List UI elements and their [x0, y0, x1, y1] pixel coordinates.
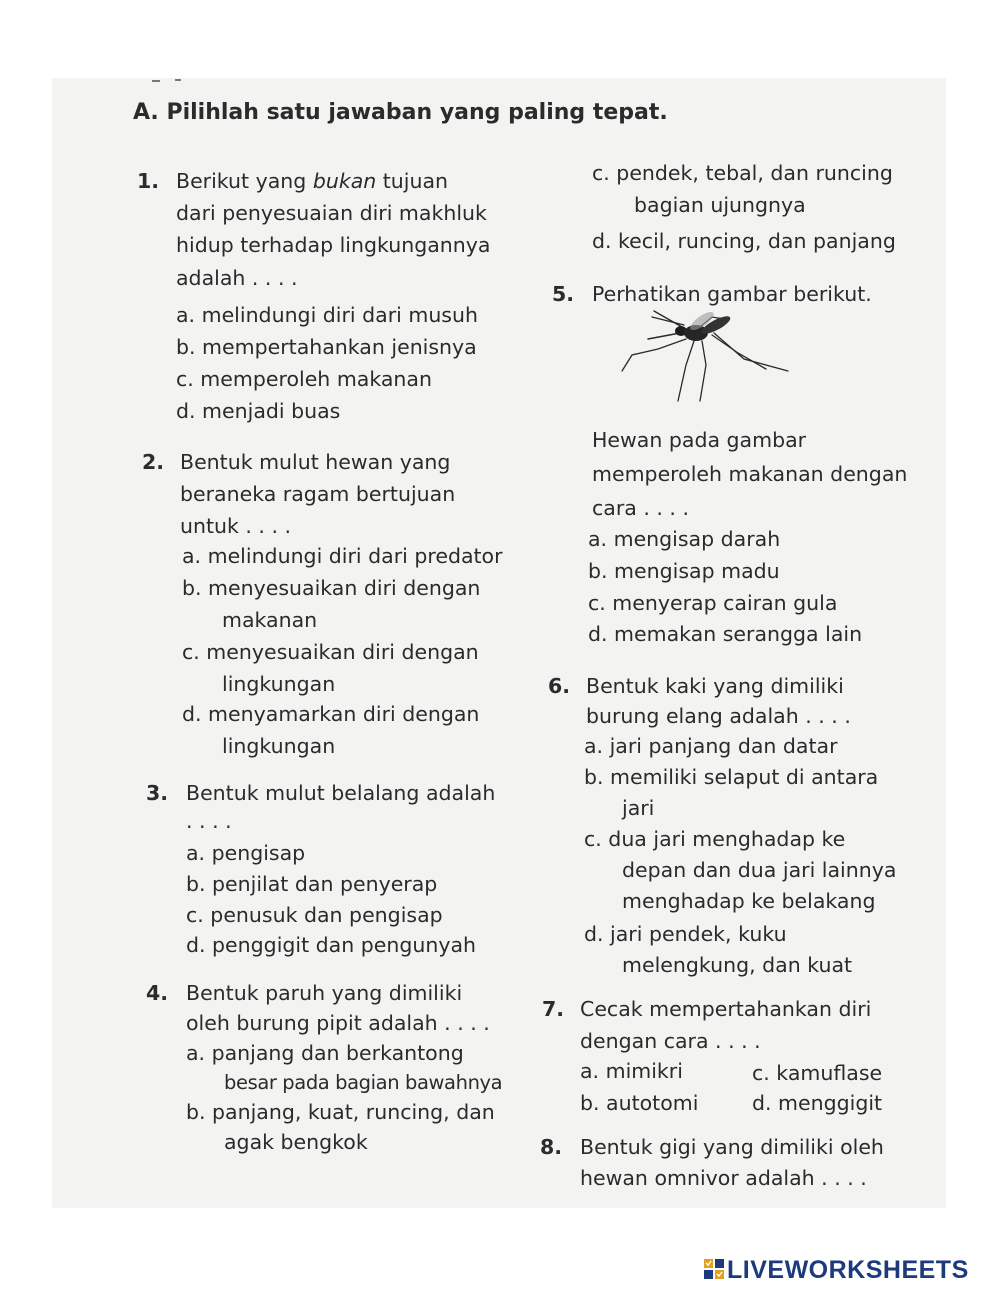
question-4-option-c: bagian ujungnya [634, 193, 806, 217]
question-7-number: 7. [542, 997, 565, 1021]
question-5-stem: Perhatikan gambar berikut. [592, 282, 872, 306]
question-2-number: 2. [142, 450, 165, 474]
question-3-number: 3. [146, 781, 169, 805]
question-2-stem: Bentuk mulut hewan yang [180, 450, 451, 474]
question-1-number: 1. [137, 169, 160, 193]
question-4-option-c[interactable]: c. pendek, tebal, dan runcing [592, 161, 893, 185]
question-4-option-a[interactable]: a. panjang dan berkantong [186, 1041, 464, 1065]
question-6-option-d[interactable]: d. jari pendek, kuku [584, 922, 787, 946]
scan-mark [152, 80, 160, 82]
question-4-stem: oleh burung pipit adalah . . . . [186, 1011, 490, 1035]
section-heading: A. Pilihlah satu jawaban yang paling tepat. [133, 100, 668, 125]
question-4-option-d[interactable]: d. kecil, runcing, dan panjang [592, 229, 896, 253]
question-6-number: 6. [548, 674, 571, 698]
question-1-stem: hidup terhadap lingkungannya [176, 233, 491, 257]
question-6-option-c[interactable]: c. dua jari menghadap ke [584, 827, 846, 851]
question-2-option-c: lingkungan [222, 672, 336, 696]
question-6-stem: Bentuk kaki yang dimiliki [586, 674, 844, 698]
question-2-option-a[interactable]: a. melindungi diri dari predator [182, 544, 503, 568]
question-6-option-a[interactable]: a. jari panjang dan datar [584, 734, 838, 758]
question-4-stem: Bentuk paruh yang dimiliki [186, 981, 463, 1005]
question-4-option-a: besar pada bagian bawahnya [224, 1071, 503, 1094]
question-2-option-b: makanan [222, 608, 318, 632]
question-5-option-b[interactable]: b. mengisap madu [588, 559, 780, 583]
question-2-stem: untuk . . . . [180, 514, 292, 538]
question-2-stem: beraneka ragam bertujuan [180, 482, 456, 506]
question-6-option-b[interactable]: b. memiliki selaput di antara [584, 765, 879, 789]
mosquito-image [588, 305, 798, 415]
question-1-stem: adalah . . . . [176, 266, 298, 290]
question-7-option-c[interactable]: c. kamuflase [752, 1061, 883, 1085]
question-2-option-d: lingkungan [222, 734, 336, 758]
logo-text: LIVEWORKSHEETS [727, 1256, 969, 1284]
question-6-stem: burung elang adalah . . . . [586, 704, 851, 728]
question-3-option-b[interactable]: b. penjilat dan penyerap [186, 872, 438, 896]
scan-mark [175, 79, 181, 81]
question-3-option-a[interactable]: a. pengisap [186, 841, 306, 865]
question-7-stem: Cecak mempertahankan diri [580, 997, 872, 1021]
question-5-number: 5. [552, 282, 575, 306]
question-5-option-a[interactable]: a. mengisap darah [588, 527, 781, 551]
question-6-option-c: depan dan dua jari lainnya [622, 858, 897, 882]
question-5-option-c[interactable]: c. menyerap cairan gula [588, 591, 838, 615]
question-8-stem: Bentuk gigi yang dimiliki oleh [580, 1135, 884, 1159]
question-3-stem: Bentuk mulut belalang adalah [186, 781, 496, 805]
question-2-option-b[interactable]: b. menyesuaikan diri dengan [182, 576, 481, 600]
question-2-option-d[interactable]: d. menyamarkan diri dengan [182, 702, 480, 726]
liveworksheets-logo[interactable] [703, 1255, 993, 1285]
question-5-stem: Hewan pada gambar [592, 428, 807, 452]
question-7-option-a[interactable]: a. mimikri [580, 1059, 683, 1083]
question-2-option-c[interactable]: c. menyesuaikan diri dengan [182, 640, 479, 664]
question-8-number: 8. [540, 1135, 563, 1159]
question-4-option-b[interactable]: b. panjang, kuat, runcing, dan [186, 1100, 495, 1124]
question-1-stem: dari penyesuaian diri makhluk [176, 201, 487, 225]
question-7-stem: dengan cara . . . . [580, 1029, 761, 1053]
question-1-option-d[interactable]: d. menjadi buas [176, 399, 341, 423]
question-3-option-d[interactable]: d. penggigit dan pengunyah [186, 933, 477, 957]
question-1-option-c[interactable]: c. memperoleh makanan [176, 367, 432, 391]
question-4-option-b: agak bengkok [224, 1130, 368, 1154]
question-7-option-d[interactable]: d. menggigit [752, 1091, 883, 1115]
question-3-option-c[interactable]: c. penusuk dan pengisap [186, 903, 443, 927]
question-6-option-c: menghadap ke belakang [622, 889, 876, 913]
question-3-stem: . . . . [186, 809, 232, 833]
question-7-option-b[interactable]: b. autotomi [580, 1091, 699, 1115]
question-8-stem: hewan omnivor adalah . . . . [580, 1166, 867, 1190]
question-1-stem: Berikut yang bukan tujuan [176, 169, 449, 193]
question-5-stem: memperoleh makanan dengan [592, 462, 908, 486]
question-1-option-a[interactable]: a. melindungi diri dari musuh [176, 303, 478, 327]
worksheet-icon [703, 1258, 725, 1280]
question-5-option-d[interactable]: d. memakan serangga lain [588, 622, 863, 646]
question-1-option-b[interactable]: b. mempertahankan jenisnya [176, 335, 477, 359]
question-6-option-d: melengkung, dan kuat [622, 953, 853, 977]
question-6-option-b: jari [622, 796, 655, 820]
question-4-number: 4. [146, 981, 169, 1005]
question-5-stem: cara . . . . [592, 496, 689, 520]
